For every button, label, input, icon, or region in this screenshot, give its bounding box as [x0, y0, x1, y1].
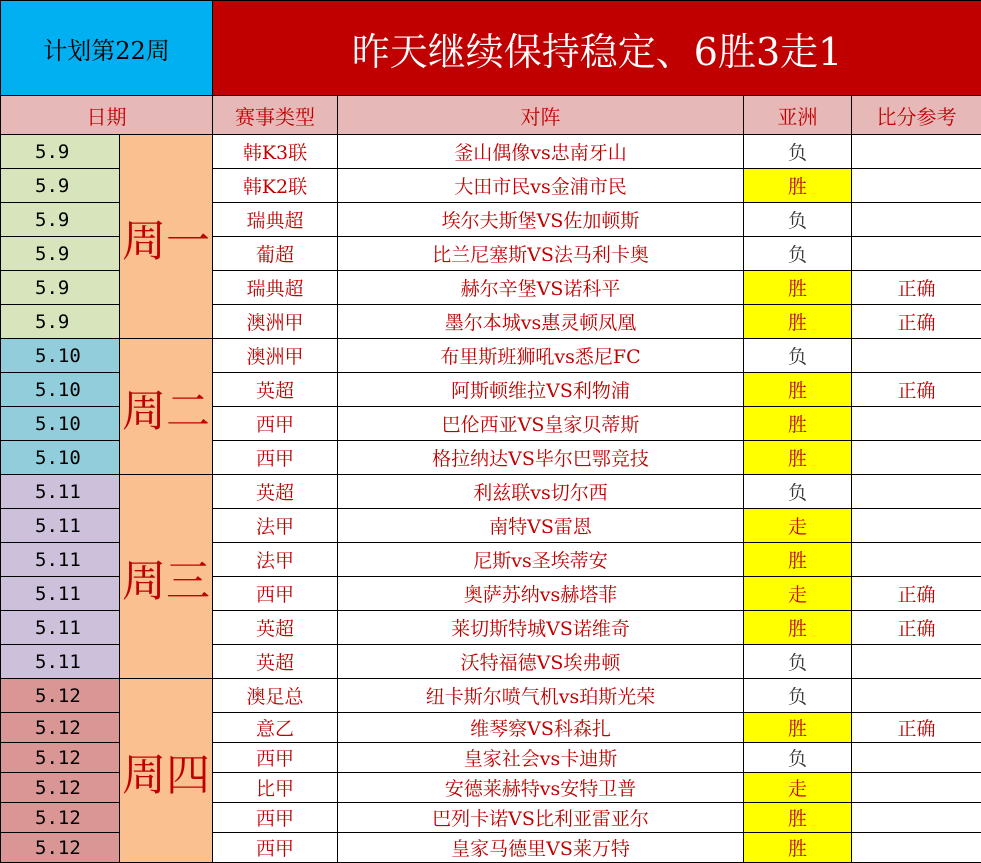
- row-league: 瑞典超: [213, 203, 338, 237]
- row-asia-result: 走: [744, 509, 852, 543]
- header-asia: 亚洲: [744, 96, 852, 135]
- row-league: 英超: [213, 611, 338, 645]
- row-asia-result: 胜: [744, 373, 852, 407]
- row-match: 利兹联vs切尔西: [338, 475, 744, 509]
- row-asia-result: 胜: [744, 713, 852, 743]
- row-date: 5.12: [1, 803, 120, 833]
- row-asia-result: 胜: [744, 611, 852, 645]
- row-score-note: 正确: [852, 305, 981, 339]
- row-score-note: [852, 645, 981, 679]
- row-score-note: 正确: [852, 577, 981, 611]
- row-match: 莱切斯特城VS诺维奇: [338, 611, 744, 645]
- row-asia-result: 负: [744, 679, 852, 713]
- row-league: 澳洲甲: [213, 305, 338, 339]
- row-league: 澳足总: [213, 679, 338, 713]
- row-score-note: [852, 773, 981, 803]
- row-score-note: 正确: [852, 271, 981, 305]
- row-match: 维琴察VS科森扎: [338, 713, 744, 743]
- row-date: 5.12: [1, 833, 120, 863]
- row-date: 5.10: [1, 441, 120, 475]
- row-match: 巴列卡诺VS比利亚雷亚尔: [338, 803, 744, 833]
- weekday-label: 周三: [120, 475, 213, 679]
- row-league: 西甲: [213, 577, 338, 611]
- row-asia-result: 胜: [744, 271, 852, 305]
- row-date: 5.10: [1, 373, 120, 407]
- title-row: [1, 1, 981, 96]
- row-date: 5.9: [1, 237, 120, 271]
- row-score-note: [852, 339, 981, 373]
- row-match: 安德莱赫特vs安特卫普: [338, 773, 744, 803]
- row-asia-result: 胜: [744, 543, 852, 577]
- row-match: 釜山偶像vs忠南牙山: [338, 135, 744, 169]
- row-match: 奥萨苏纳vs赫塔菲: [338, 577, 744, 611]
- row-date: 5.11: [1, 611, 120, 645]
- row-score-note: [852, 237, 981, 271]
- row-league: 韩K2联: [213, 169, 338, 203]
- row-match: 布里斯班狮吼vs悉尼FC: [338, 339, 744, 373]
- row-league: 西甲: [213, 407, 338, 441]
- row-match: 埃尔夫斯堡VS佐加顿斯: [338, 203, 744, 237]
- banner-title: 昨天继续保持稳定、6胜3走1: [213, 1, 981, 96]
- row-date: 5.10: [1, 339, 120, 373]
- row-league: 英超: [213, 373, 338, 407]
- row-date: 5.9: [1, 169, 120, 203]
- row-date: 5.11: [1, 577, 120, 611]
- row-date: 5.11: [1, 475, 120, 509]
- row-asia-result: 负: [744, 135, 852, 169]
- row-score-note: 正确: [852, 713, 981, 743]
- header-type: 赛事类型: [213, 96, 338, 135]
- row-date: 5.10: [1, 407, 120, 441]
- row-league: 法甲: [213, 509, 338, 543]
- row-match: 巴伦西亚VS皇家贝蒂斯: [338, 407, 744, 441]
- header-row: [1, 96, 981, 135]
- row-score-note: [852, 169, 981, 203]
- row-league: 西甲: [213, 803, 338, 833]
- row-league: 英超: [213, 645, 338, 679]
- row-date: 5.11: [1, 645, 120, 679]
- header-score: 比分参考: [852, 96, 981, 135]
- row-match: 格拉纳达VS毕尔巴鄂竞技: [338, 441, 744, 475]
- row-score-note: [852, 803, 981, 833]
- row-league: 葡超: [213, 237, 338, 271]
- row-score-note: [852, 743, 981, 773]
- row-asia-result: 走: [744, 773, 852, 803]
- row-match: 皇家马德里VS莱万特: [338, 833, 744, 863]
- row-asia-result: 负: [744, 743, 852, 773]
- row-match: 纽卡斯尔喷气机vs珀斯光荣: [338, 679, 744, 713]
- row-match: 南特VS雷恩: [338, 509, 744, 543]
- row-score-note: [852, 509, 981, 543]
- row-asia-result: 胜: [744, 803, 852, 833]
- row-league: 英超: [213, 475, 338, 509]
- row-match: 阿斯顿维拉VS利物浦: [338, 373, 744, 407]
- row-league: 澳洲甲: [213, 339, 338, 373]
- plan-week-label: 计划第22周: [1, 1, 213, 96]
- row-asia-result: 胜: [744, 305, 852, 339]
- weekday-label: 周一: [120, 135, 213, 339]
- row-date: 5.9: [1, 271, 120, 305]
- row-asia-result: 负: [744, 203, 852, 237]
- row-score-note: [852, 833, 981, 863]
- table-row: [1, 475, 981, 509]
- row-league: 韩K3联: [213, 135, 338, 169]
- row-date: 5.12: [1, 743, 120, 773]
- row-score-note: [852, 135, 981, 169]
- row-asia-result: 负: [744, 237, 852, 271]
- row-score-note: [852, 475, 981, 509]
- row-score-note: [852, 203, 981, 237]
- row-asia-result: 胜: [744, 833, 852, 863]
- row-asia-result: 胜: [744, 441, 852, 475]
- row-league: 西甲: [213, 833, 338, 863]
- table-row: [1, 135, 981, 169]
- table-row: [1, 339, 981, 373]
- row-asia-result: 负: [744, 475, 852, 509]
- row-asia-result: 负: [744, 339, 852, 373]
- row-match: 沃特福德VS埃弗顿: [338, 645, 744, 679]
- row-match: 尼斯vs圣埃蒂安: [338, 543, 744, 577]
- row-league: 意乙: [213, 713, 338, 743]
- row-league: 法甲: [213, 543, 338, 577]
- row-score-note: 正确: [852, 611, 981, 645]
- row-date: 5.12: [1, 713, 120, 743]
- header-match: 对阵: [338, 96, 744, 135]
- table-row: [1, 679, 981, 713]
- header-date: 日期: [1, 96, 213, 135]
- row-asia-result: 走: [744, 577, 852, 611]
- weekday-label: 周二: [120, 339, 213, 475]
- row-league: 比甲: [213, 773, 338, 803]
- row-date: 5.12: [1, 773, 120, 803]
- row-score-note: [852, 407, 981, 441]
- row-asia-result: 胜: [744, 169, 852, 203]
- row-asia-result: 胜: [744, 407, 852, 441]
- row-date: 5.9: [1, 203, 120, 237]
- row-match: 墨尔本城vs惠灵顿凤凰: [338, 305, 744, 339]
- row-match: 赫尔辛堡VS诺科平: [338, 271, 744, 305]
- row-score-note: [852, 543, 981, 577]
- row-asia-result: 负: [744, 645, 852, 679]
- row-date: 5.11: [1, 509, 120, 543]
- row-score-note: [852, 441, 981, 475]
- row-match: 皇家社会vs卡迪斯: [338, 743, 744, 773]
- row-league: 西甲: [213, 743, 338, 773]
- row-date: 5.9: [1, 305, 120, 339]
- row-match: 比兰尼塞斯VS法马利卡奥: [338, 237, 744, 271]
- row-score-note: 正确: [852, 373, 981, 407]
- weekday-label: 周四: [120, 679, 213, 863]
- row-score-note: [852, 679, 981, 713]
- row-date: 5.12: [1, 679, 120, 713]
- row-league: 西甲: [213, 441, 338, 475]
- row-date: 5.9: [1, 135, 120, 169]
- row-match: 大田市民vs金浦市民: [338, 169, 744, 203]
- row-date: 5.11: [1, 543, 120, 577]
- row-league: 瑞典超: [213, 271, 338, 305]
